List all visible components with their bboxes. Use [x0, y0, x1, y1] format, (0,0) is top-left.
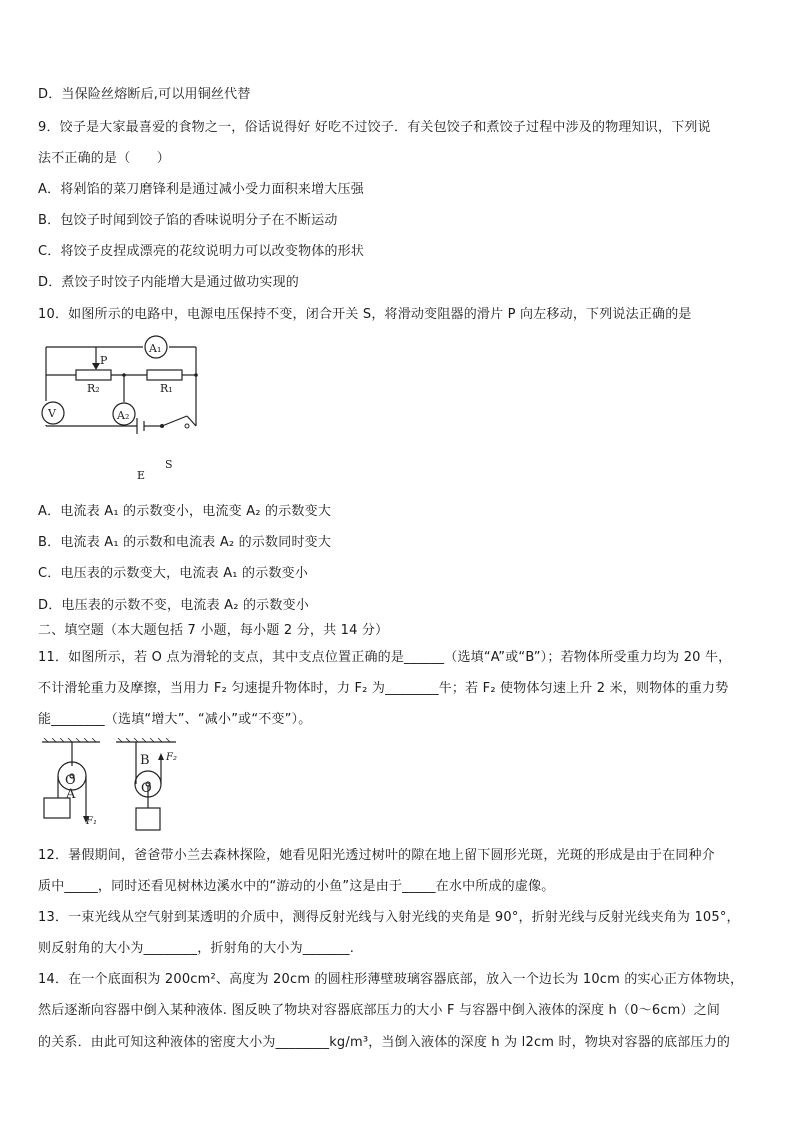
- voltmeter-label: V: [48, 407, 56, 420]
- line-5: B．包饺子时闻到饺子馅的香味说明分子在不断运动: [38, 213, 338, 228]
- line-1: D．当保险丝熔断后,可以用铜丝代替: [38, 87, 251, 102]
- line-10: B．电流表 A₁ 的示数和电流表 A₂ 的示数同时变大: [38, 535, 332, 550]
- line-3: 法不正确的是（ ）: [38, 151, 171, 166]
- ammeter-a2-label: A₂: [117, 409, 130, 422]
- line-11: C．电压表的示数变大，电流表 A₁ 的示数变小: [38, 566, 309, 581]
- pulley-b-o-label: O: [141, 781, 152, 796]
- circuit-diagram: [36, 330, 206, 482]
- line-16: 能________（选填“增大”、“减小”或“不变”）。: [38, 712, 312, 727]
- slider-p-label: P: [100, 354, 108, 367]
- pulley-b-label: B: [140, 753, 150, 768]
- line-19: 13．一束光线从空气射到某透明的介质中，测得反射光线与入射光线的夹角是 90°，折射光线与反射光线夹角为 105°，: [38, 910, 740, 925]
- force-f1-label: F₁: [86, 816, 97, 827]
- resistor-r1-label: R₁: [160, 382, 173, 395]
- line-18: 质中_____，同时还看见树林边溪水中的“游动的小鱼”这是由于_____在水中所成的虚像。: [38, 879, 555, 894]
- line-8: 10．如图所示的电路中，电源电压保持不变，闭合开关 S，将滑动变阻器的滑片 P 向左移动，下列说法正确的是: [38, 307, 692, 322]
- line-14: 11．如图所示，若 O 点为滑轮的支点，其中支点位置正确的是______（选填“A”或“B”）；若物体所受重力均为 20 牛，: [38, 650, 732, 665]
- line-6: C．将饺子皮捏成漂亮的花纹说明力可以改变物体的形状: [38, 244, 365, 259]
- line-7: D．煮饺子时饺子内能增大是通过做功实现的: [38, 275, 300, 290]
- line-22: 然后逐渐向容器中倒入某种液体. 图反映了物块对容器底部压力的大小 F 与容器中倒入液体的深度 h（0～6cm）之间: [38, 1003, 721, 1018]
- line-12: D．电压表的示数不变，电流表 A₂ 的示数变小: [38, 598, 309, 613]
- line-20: 则反射角的大小为________，折射角的大小为_______.: [38, 941, 355, 956]
- pulley-diagram: [36, 738, 196, 836]
- ammeter-a1-label: A₁: [149, 342, 162, 355]
- line-21: 14．在一个底面积为 200cm²、高度为 20cm 的圆柱形薄壁玻璃容器底部，放入一个边长为 10cm 的实心正方体物块，: [38, 972, 744, 987]
- line-2: 9．饺子是大家最喜爱的食物之一，俗话说得好 好吃不过饺子．有关包饺子和煮饺子过程中涉及的物理知识，下列说: [38, 120, 711, 135]
- section-heading: 二、填空题（本大题包括 7 小题，每小题 2 分，共 14 分）: [38, 623, 389, 638]
- line-4: A．将剁馅的菜刀磨锋利是通过减小受力面积来增大压强: [38, 182, 364, 197]
- line-17: 12．暑假期间，爸爸带小兰去森林探险，她看见阳光透过树叶的隙在地上留下圆形光斑，光斑的形成是由于在同种介: [38, 848, 715, 863]
- resistor-r2-label: R₂: [87, 382, 100, 395]
- line-15: 不计滑轮重力及摩擦，当用力 F₂ 匀速提升物体时，力 F₂ 为________牛；若 F₂ 使物体匀速上升 2 米，则物体的重力势: [38, 681, 729, 696]
- switch-s-label: S: [165, 458, 173, 471]
- battery-e-label: E: [137, 469, 146, 482]
- force-f2-label: F₂: [166, 752, 177, 763]
- line-23: 的关系．由此可知这种液体的密度大小为________kg/m³，当倒入液体的深度 h 为 l2cm 时，物块对容器的底部压力的: [38, 1035, 731, 1050]
- pulley-a-o-label: O: [65, 773, 76, 788]
- pulley-a-label: A: [66, 787, 76, 802]
- line-9: A．电流表 A₁ 的示数变小，电流变 A₂ 的示数变大: [38, 504, 332, 519]
